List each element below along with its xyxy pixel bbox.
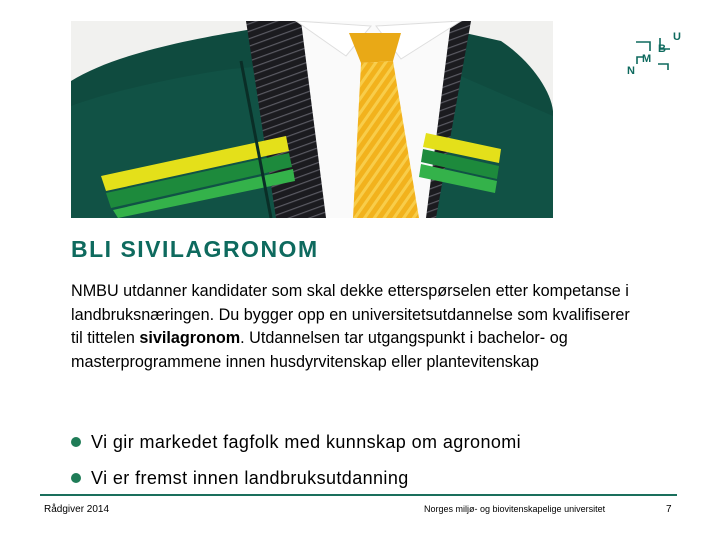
page-number: 7 — [666, 504, 672, 515]
nmbu-logo — [620, 28, 686, 78]
bullet-text: Vi er fremst innen landbruksutdanning — [91, 467, 409, 488]
body-lead: NMBU utdanner kandidater som skal dekke etterspørselen etter kompetanse i landbruksnæringen. Du bygger opp en universitetsutdannelse som kvalifiserer til tittelen — [71, 282, 630, 347]
logo-letter-n: N — [627, 65, 635, 77]
footer-left-text: Rådgiver 2014 — [44, 504, 110, 515]
logo-letter-u: U — [673, 31, 681, 43]
footer-divider — [40, 494, 677, 496]
bullet-list — [71, 424, 521, 496]
bullet-text: Vi gir markedet fagfolk med kunnskap om agronomi — [91, 431, 522, 452]
body-paragraph — [71, 280, 631, 374]
body-bold-term: sivilagronom — [139, 329, 241, 347]
logo-letter-b: B — [658, 43, 666, 55]
bullet-item — [71, 424, 521, 460]
bullet-dot-icon — [71, 437, 81, 447]
bullet-dot-icon — [71, 473, 81, 483]
bullet-item — [71, 460, 521, 496]
footer-university-name: Norges miljø- og biovitenskapelige universitet — [424, 504, 606, 514]
jacket-tie-illustration — [71, 21, 553, 218]
hero-photo — [71, 21, 553, 218]
slide-title: BLI SIVILAGRONOM — [71, 236, 319, 262]
body-tail: . Utdannelsen tar utgangspunkt i bachelor- og masterprogrammene innen husdyrvitenskap eller plantevitenskap — [71, 329, 568, 371]
logo-letter-m: M — [642, 53, 652, 65]
